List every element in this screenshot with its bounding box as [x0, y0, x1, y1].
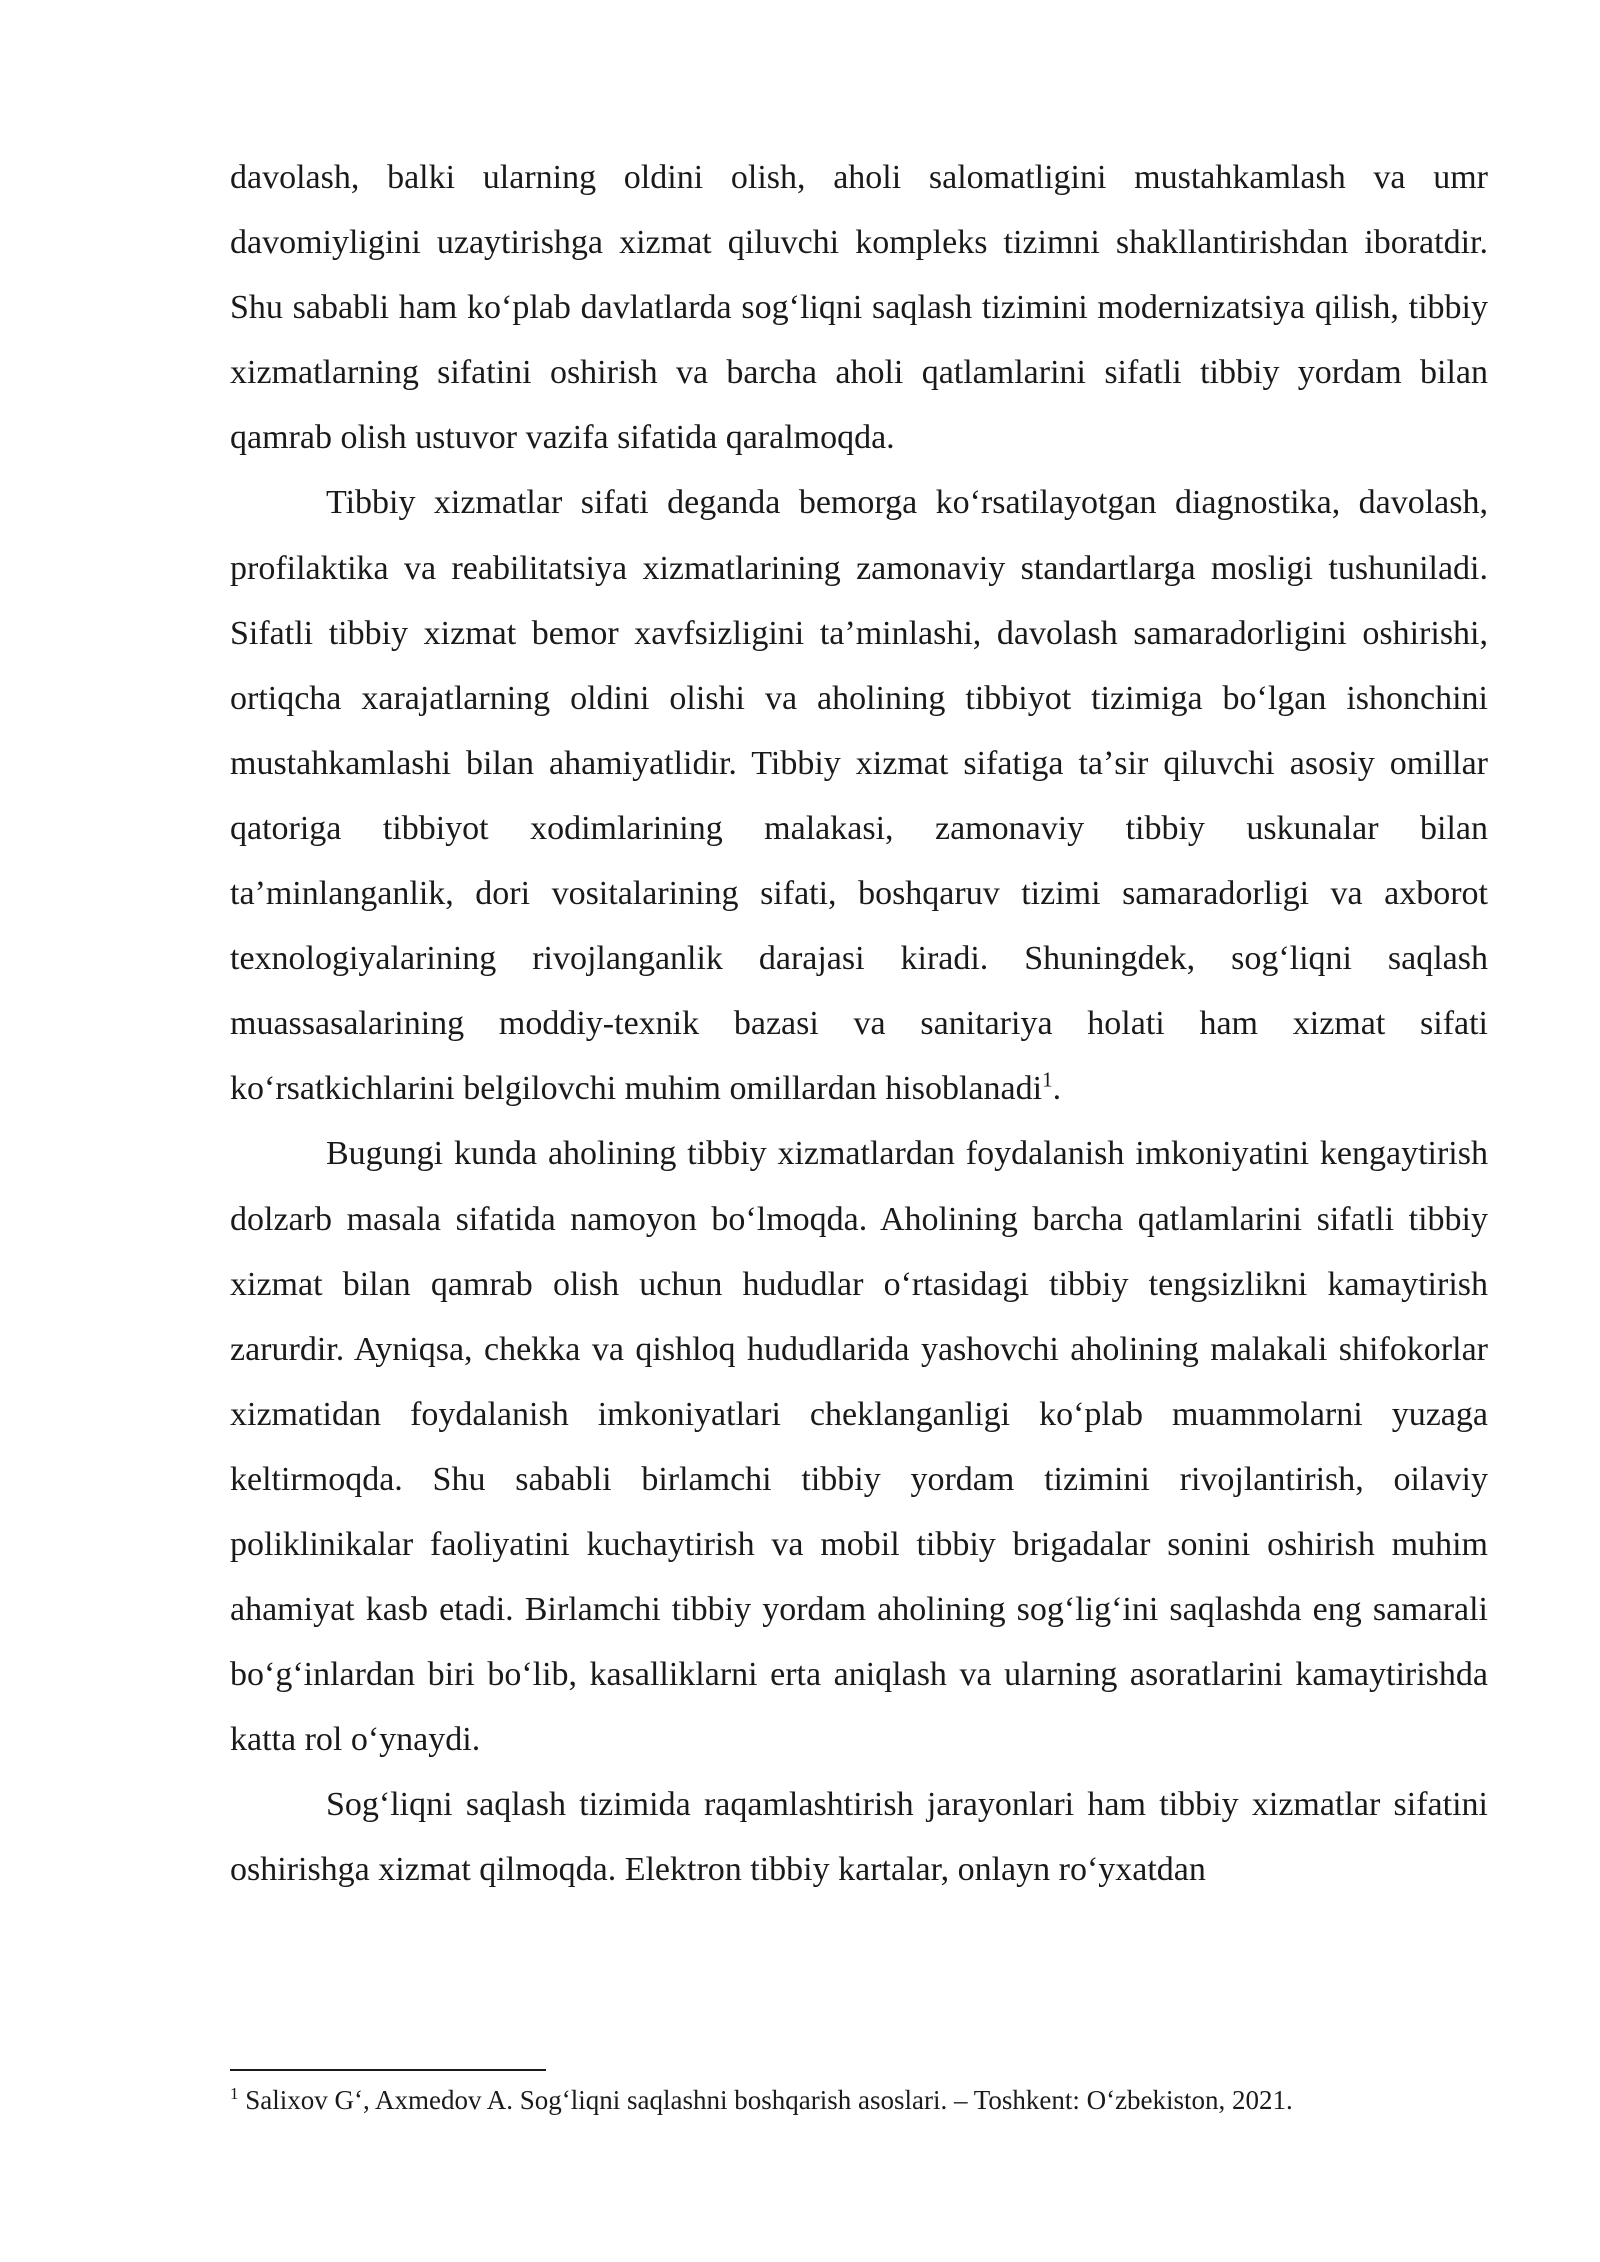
footnote-text: Salixov Gʻ, Axmedov A. Sogʻliqni saqlashni boshqarish asoslari. – Toshkent: Oʻzbekiston, 2021. — [238, 2085, 1293, 2115]
footnote-divider — [230, 2069, 546, 2071]
paragraph-2 — [230, 470, 1488, 1121]
paragraph-4: Sogʻliqni saqlash tizimida raqamlashtirish jarayonlari ham tibbiy xizmatlar sifatini oshirishga xizmat qilmoqda. Elektron tibbiy kartalar, onlayn roʻyxatdan — [230, 1786, 1488, 1889]
paragraph-2-tail: . — [1052, 1070, 1062, 1108]
paragraph-3: Bugungi kunda aholining tibbiy xizmatlardan foydalanish imkoniyatini kengaytirish dolzarb masala sifatida namoyon boʻlmoqda. Aholining barcha qatlamlarini sifatli tibbiy xizmat bilan qamrab olish uchun hududlar oʻrtasidagi tibbiy tengsizlikni kamaytirish zarurdir. Ayniqsa, chekka va qishloq hududlarida yashovchi aholining malakali shifokorlar xizmatidan foydalanish imkoniyatlari cheklanganligi koʻplab muammolarni yuzaga keltirmoqda. Shu sababli birlamchi tibbiy yordam tizimini rivojlantirish, oilaviy poliklinikalar faoliyatini kuchaytirish va mobil tibbiy brigadalar sonini oshirish muhim ahamiyat kasb etadi. Birlamchi tibbiy yordam aholining sogʻligʻini saqlashda eng samarali boʻgʻinlardan biri boʻlib, kasalliklarni erta aniqlash va ularning asoratlarini kamaytirishda katta rol oʻynaydi. — [230, 1135, 1488, 1759]
footnote-number: 1 — [230, 2084, 239, 2103]
footnote-reference[interactable]: 1 — [1042, 1067, 1053, 1092]
paragraph-1: davolash, balki ularning oldini olish, aholi salomatligini mustahkamlash va umr davomiyligini uzaytirishga xizmat qiluvchi kompleks tizimni shakllantirishdan iboratdir. Shu sababli ham koʻplab davlatlarda sogʻliqni saqlash tizimini modernizatsiya qilish, tibbiy xizmatlarning sifatini oshirish va barcha aholi qatlamlarini sifatli tibbiy yordam bilan qamrab olish ustuvor vazifa sifatida qaralmoqda. — [230, 159, 1488, 457]
body-text — [230, 145, 1488, 1903]
footnote — [230, 2080, 1488, 2120]
paragraph-2-text: Tibbiy xizmatlar sifati deganda bemorga koʻrsatilayotgan diagnostika, davolash, profilaktika va reabilitatsiya xizmatlarining zamonaviy standartlarga mosligi tushuniladi. Sifatli tibbiy xizmat bemor xavfsizligini taʼminlashi, davolash samaradorligini oshirishi, ortiqcha xarajatlarning oldini olishi va aholining tibbiyot tizimiga boʻlgan ishonchini mustahkamlashi bilan ahamiyatlidir. Tibbiy xizmat sifatiga taʼsir qiluvchi asosiy omillar qatoriga tibbiyot xodimlarining malakasi, zamonaviy tibbiy uskunalar bilan taʼminlanganlik, dori vositalarining sifati, boshqaruv tizimi samaradorligi va axborot texnologiyalarining rivojlanganlik darajasi kiradi. Shuningdek, sogʻliqni saqlash muassasalarining moddiy-texnik bazasi va sanitariya holati ham xizmat sifati koʻrsatkichlarini belgilovchi muhim omillardan hisoblanadi — [230, 484, 1488, 1108]
